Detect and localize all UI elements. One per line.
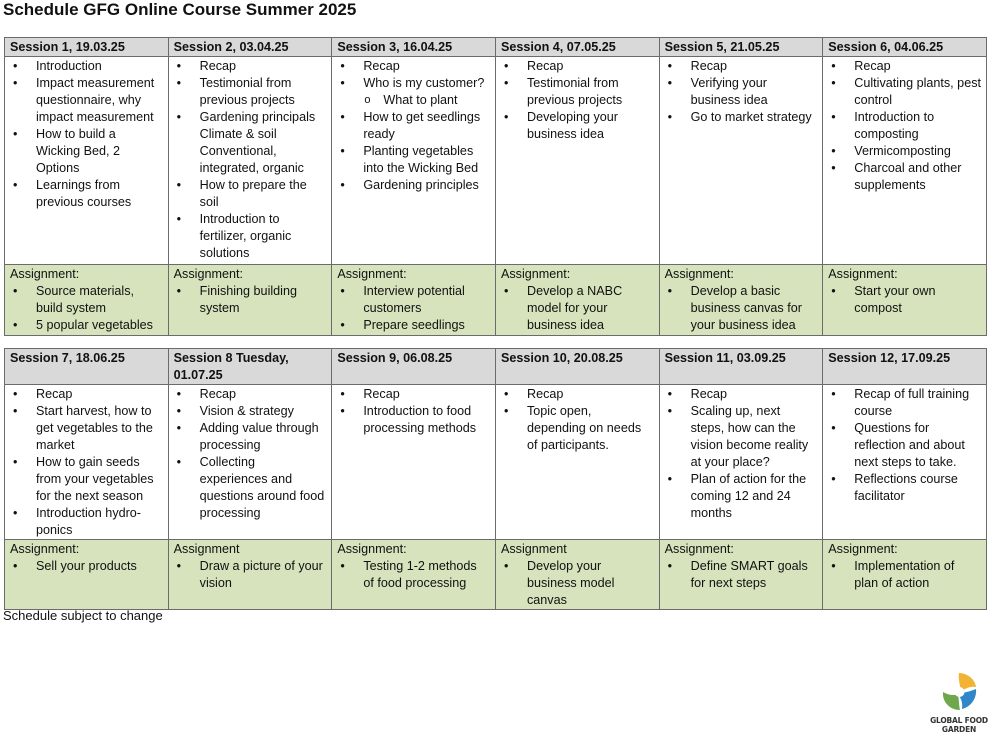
topics-cell <box>5 385 169 540</box>
assignment-item: • Sell your products <box>10 558 163 575</box>
topics-cell <box>168 385 332 540</box>
assignment-label: Assignment: <box>828 267 898 281</box>
session-header: Session 1, 19.03.25 <box>5 38 169 57</box>
session-header: Session 5, 21.05.25 <box>659 38 823 57</box>
table-header-row <box>5 349 987 385</box>
topic-item: • Who is my customer? <box>337 75 490 92</box>
assignment-label: Assignment: <box>10 267 80 281</box>
topic-item: • Impact measurement questionnaire, why impact measurement <box>10 75 163 126</box>
topics-cell <box>495 57 659 265</box>
assignment-cell <box>659 540 823 610</box>
topic-item: • Topic open, depending on needs of participants. <box>501 403 654 454</box>
topic-item: • Recap <box>665 58 818 75</box>
assignment-item: • 5 popular vegetables <box>10 317 163 334</box>
topic-subitem: o What to plant <box>337 92 490 109</box>
schedule-table-1 <box>4 37 987 336</box>
session-header: Session 6, 04.06.25 <box>823 38 987 57</box>
topics-row <box>5 57 987 265</box>
topics-cell <box>823 385 987 540</box>
topic-item: • Recap <box>337 386 490 403</box>
assignment-cell <box>495 265 659 336</box>
assignment-item: • Implementation of plan of action <box>828 558 981 592</box>
topic-item: • How to prepare the soil <box>174 177 327 211</box>
assignment-cell <box>5 265 169 336</box>
topic-item: • Introduction <box>10 58 163 75</box>
assignment-row <box>5 265 987 336</box>
topic-item: • Testimonial from previous projects <box>501 75 654 109</box>
assignment-cell <box>332 265 496 336</box>
global-food-garden-logo-icon <box>938 670 980 714</box>
assignment-item: • Finishing building system <box>174 283 327 317</box>
session-header: Session 7, 18.06.25 <box>5 349 169 385</box>
assignment-cell <box>332 540 496 610</box>
topic-item: • Recap <box>10 386 163 403</box>
table-header-row <box>5 38 987 57</box>
assignment-cell <box>168 265 332 336</box>
assignment-cell <box>168 540 332 610</box>
topic-item: • Recap <box>174 386 327 403</box>
assignment-item: • Develop a basic business canvas for your business idea <box>665 283 818 334</box>
logo-text: GLOBAL FOOD GARDEN <box>930 716 988 734</box>
assignment-item: • Source materials, build system <box>10 283 163 317</box>
assignment-label: Assignment: <box>828 542 898 556</box>
page-title: Schedule GFG Online Course Summer 2025 <box>3 0 357 19</box>
topic-item: • Plan of action for the coming 12 and 24 months <box>665 471 818 522</box>
assignment-item: • Draw a picture of your vision <box>174 558 327 592</box>
assignment-item: • Develop your business model canvas <box>501 558 654 609</box>
assignment-cell <box>5 540 169 610</box>
topic-item: • Recap of full training course <box>828 386 981 420</box>
topic-item: • Developing your business idea <box>501 109 654 143</box>
topic-item: • Verifying your business idea <box>665 75 818 109</box>
topic-item: • Introduction to composting <box>828 109 981 143</box>
topic-item: • Recap <box>337 58 490 75</box>
topic-item: • How to get seedlings ready <box>337 109 490 143</box>
topic-item: • Reflections course facilitator <box>828 471 981 505</box>
assignment-cell <box>823 540 987 610</box>
topic-item: • Introduction to food processing methods <box>337 403 490 437</box>
topic-item: • Gardening principles <box>337 177 490 194</box>
assignment-label: Assignment <box>173 542 240 556</box>
logo <box>918 668 1000 734</box>
topics-row <box>5 385 987 540</box>
assignment-row <box>5 540 987 610</box>
assignment-item: • Prepare seedlings <box>337 317 490 334</box>
topic-item: • Planting vegetables into the Wicking Bed <box>337 143 490 177</box>
topics-cell <box>659 57 823 265</box>
topic-item: • Vision & strategy <box>174 403 327 420</box>
topic-item: • Cultivating plants, pest control <box>828 75 981 109</box>
session-header: Session 4, 07.05.25 <box>495 38 659 57</box>
topics-cell <box>659 385 823 540</box>
session-header: Session 10, 20.08.25 <box>495 349 659 385</box>
assignment-label: Assignment: <box>337 542 407 556</box>
session-header: Session 11, 03.09.25 <box>659 349 823 385</box>
assignment-label: Assignment: <box>664 542 734 556</box>
session-header: Session 2, 03.04.25 <box>168 38 332 57</box>
topic-item: • How to build a Wicking Bed, 2 Options <box>10 126 163 177</box>
schedule-table-2 <box>4 348 987 610</box>
topic-item: • Learnings from previous courses <box>10 177 163 211</box>
session-header: Session 9, 06.08.25 <box>332 349 496 385</box>
assignment-cell <box>659 265 823 336</box>
topic-item: • Collecting experiences and questions around food processing <box>174 454 327 522</box>
assignment-item: • Testing 1-2 methods of food processing <box>337 558 490 592</box>
topic-item: • Questions for reflection and about next steps to take. <box>828 420 981 471</box>
assignment-item: • Start your own compost <box>828 283 981 317</box>
topic-item: • Recap <box>501 386 654 403</box>
topics-cell <box>332 57 496 265</box>
assignment-cell <box>823 265 987 336</box>
assignment-item: • Interview potential customers <box>337 283 490 317</box>
session-header: Session 3, 16.04.25 <box>332 38 496 57</box>
topics-cell <box>5 57 169 265</box>
topic-item: • Recap <box>665 386 818 403</box>
topics-cell <box>332 385 496 540</box>
topic-item: • Recap <box>501 58 654 75</box>
topic-item: • Adding value through processing <box>174 420 327 454</box>
topic-item: • Charcoal and other supplements <box>828 160 981 194</box>
topic-item: • Recap <box>828 58 981 75</box>
assignment-cell <box>495 540 659 610</box>
assignment-label: Assignment: <box>10 542 80 556</box>
assignment-label: Assignment: <box>337 267 407 281</box>
topic-item: • Testimonial from previous projects <box>174 75 327 109</box>
topics-cell <box>168 57 332 265</box>
topic-item: • Gardening principals Climate & soil Conventional, integrated, organic <box>174 109 327 177</box>
session-header: Session 12, 17.09.25 <box>823 349 987 385</box>
topic-item: • Start harvest, how to get vegetables to the market <box>10 403 163 454</box>
footnote: Schedule subject to change <box>3 608 163 623</box>
assignment-label: Assignment: <box>664 267 734 281</box>
assignment-label: Assignment: <box>500 267 571 281</box>
session-header: Session 8 Tuesday, 01.07.25 <box>168 349 332 385</box>
topic-item: • How to gain seeds from your vegetables for the next season <box>10 454 163 505</box>
topics-cell <box>823 57 987 265</box>
topic-item: • Introduction hydro-ponics <box>10 505 163 539</box>
topic-item: • Go to market strategy <box>665 109 818 126</box>
topic-item: • Recap <box>174 58 327 75</box>
assignment-label: Assignment <box>500 542 567 556</box>
assignment-item: • Develop a NABC model for your business idea <box>501 283 654 334</box>
topic-item: • Introduction to fertilizer, organic solutions <box>174 211 327 262</box>
assignment-item: • Define SMART goals for next steps <box>665 558 818 592</box>
topic-item: • Vermicomposting <box>828 143 981 160</box>
assignment-label: Assignment: <box>173 267 243 281</box>
topic-item: • Scaling up, next steps, how can the vision become reality at your place? <box>665 403 818 471</box>
topics-cell <box>495 385 659 540</box>
